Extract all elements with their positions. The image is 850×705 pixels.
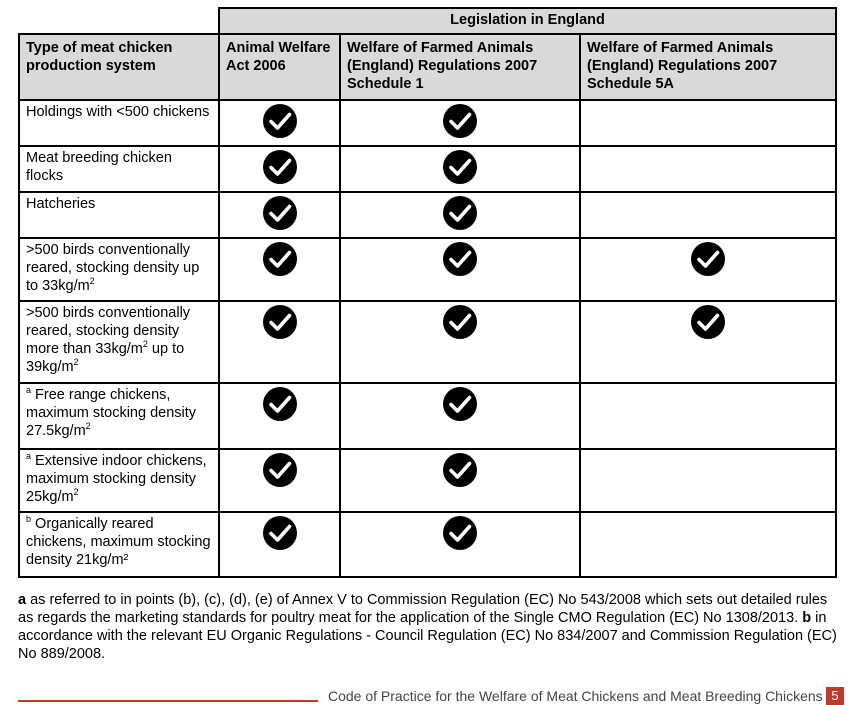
- table-row: [19, 449, 836, 512]
- check-cell: [219, 192, 340, 238]
- table-row: [19, 383, 836, 449]
- footnote-b-label: b: [802, 610, 812, 626]
- row-label: [19, 192, 219, 238]
- check-cell: [219, 512, 340, 577]
- check-cell: [580, 100, 836, 146]
- check-cell: [580, 512, 836, 577]
- row-label-text: Free range chickens, maximum stocking density 27.5kg/m: [26, 387, 197, 439]
- check-cell: [580, 383, 836, 449]
- row-label-text: Extensive indoor chickens, maximum stocking density 25kg/m: [26, 453, 207, 505]
- unit-superscript: 2: [142, 339, 148, 350]
- footnote-marker: a: [26, 385, 32, 396]
- column-header-type: Type of meat chicken production system: [19, 34, 219, 100]
- table-row: [19, 238, 836, 301]
- check-circle-icon: [262, 195, 298, 231]
- check-circle-icon: [262, 452, 298, 488]
- table-row: [19, 192, 836, 238]
- check-cell: [219, 100, 340, 146]
- check-cell: [580, 238, 836, 301]
- page-number-badge: 5: [826, 687, 844, 705]
- row-label: [19, 238, 219, 301]
- check-circle-icon: [442, 241, 478, 277]
- check-circle-icon: [262, 103, 298, 139]
- row-label: [19, 100, 219, 146]
- check-circle-icon: [442, 386, 478, 422]
- row-label: [19, 512, 219, 577]
- column-header-awa: Animal Welfare Act 2006: [219, 34, 340, 100]
- blank-corner: [19, 8, 219, 34]
- footnote-b-text: in accordance with the relevant EU Organic Regulations - Council Regulation (EC) No 834/2007 and Commission Regulation (EC) No 889/2008.: [18, 610, 837, 662]
- footnote: [18, 591, 840, 663]
- legislation-table: [18, 7, 837, 578]
- unit-superscript: 2: [89, 276, 95, 287]
- check-circle-icon: [442, 515, 478, 551]
- check-cell: [580, 301, 836, 383]
- unit-superscript: 2: [85, 421, 91, 432]
- table-row: [19, 512, 836, 577]
- check-circle-icon: [442, 103, 478, 139]
- row-label-text: Holdings with <500 chickens: [26, 104, 210, 120]
- check-cell: [219, 238, 340, 301]
- table-row: [19, 301, 836, 383]
- check-cell: [340, 301, 580, 383]
- check-circle-icon: [262, 386, 298, 422]
- check-cell: [340, 512, 580, 577]
- table-row: [19, 146, 836, 192]
- check-cell: [340, 100, 580, 146]
- check-circle-icon: [262, 515, 298, 551]
- footnote-marker: b: [26, 514, 32, 525]
- row-label: [19, 301, 219, 383]
- check-circle-icon: [442, 149, 478, 185]
- check-cell: [340, 192, 580, 238]
- footer-title: Code of Practice for the Welfare of Meat Chickens and Meat Breeding Chickens: [328, 688, 823, 704]
- row-label-tail: up to 39kg/m: [26, 341, 185, 375]
- row-label-text: >500 birds conventionally reared, stocking density up to 33kg/m: [26, 242, 200, 294]
- check-cell: [580, 192, 836, 238]
- legislation-super-header: Legislation in England: [219, 8, 836, 34]
- check-circle-icon: [690, 241, 726, 277]
- check-cell: [340, 238, 580, 301]
- check-cell: [340, 146, 580, 192]
- column-header-sch5a: Welfare of Farmed Animals (England) Regulations 2007 Schedule 5A: [580, 34, 836, 100]
- row-label-text: Hatcheries: [26, 196, 96, 212]
- check-circle-icon: [690, 304, 726, 340]
- check-circle-icon: [262, 304, 298, 340]
- unit-superscript: 2: [73, 487, 79, 498]
- row-label-text: Meat breeding chicken flocks: [26, 150, 172, 184]
- check-cell: [219, 449, 340, 512]
- check-circle-icon: [262, 241, 298, 277]
- footnote-a-text: as referred to in points (b), (c), (d), (e) of Annex V to Commission Regulation (EC) No 543/2008 which sets out detailed rules as regards the marketing standards for poultry meat for the application of the Single CMO Regulation (EC) No 1308/2013.: [18, 592, 828, 626]
- check-cell: [580, 146, 836, 192]
- check-cell: [580, 449, 836, 512]
- check-cell: [219, 146, 340, 192]
- check-circle-icon: [442, 195, 478, 231]
- row-label-text: Organically reared chickens, maximum stocking density 21kg/m²: [26, 516, 211, 568]
- check-cell: [219, 383, 340, 449]
- table-row: [19, 100, 836, 146]
- row-label-text: >500 birds conventionally reared, stocking density more than 33kg/m: [26, 305, 191, 357]
- row-label: [19, 449, 219, 512]
- check-cell: [219, 301, 340, 383]
- unit-superscript: 2: [73, 357, 79, 368]
- footnote-a-label: a: [18, 592, 27, 608]
- check-circle-icon: [442, 304, 478, 340]
- footer-rule: [18, 700, 318, 702]
- row-label: [19, 383, 219, 449]
- check-cell: [340, 449, 580, 512]
- check-cell: [340, 383, 580, 449]
- column-header-sch1: Welfare of Farmed Animals (England) Regulations 2007 Schedule 1: [340, 34, 580, 100]
- check-circle-icon: [442, 452, 478, 488]
- footnote-marker: a: [26, 451, 32, 462]
- row-label: [19, 146, 219, 192]
- check-circle-icon: [262, 149, 298, 185]
